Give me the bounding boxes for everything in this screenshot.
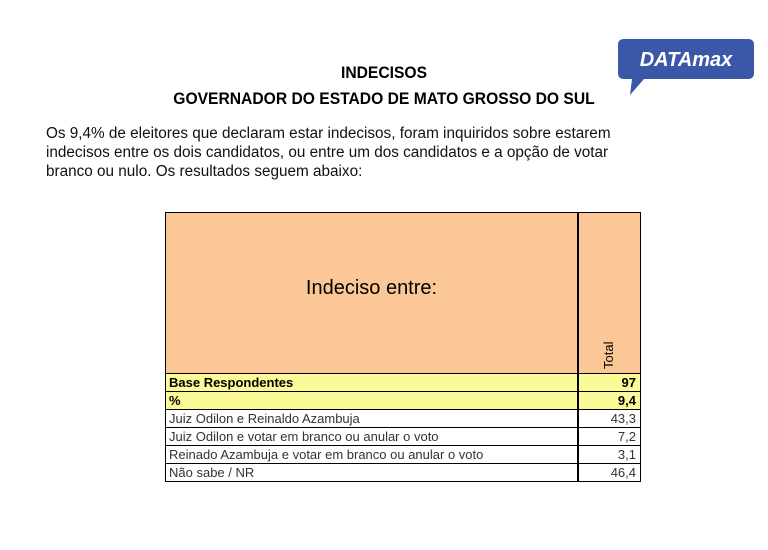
row-value: 97 — [621, 375, 636, 390]
header-label: Indeciso entre: — [166, 213, 579, 373]
row-value: 7,2 — [617, 429, 636, 444]
table-row — [166, 445, 640, 463]
table-body — [166, 374, 640, 481]
intro-line: Os 9,4% de eleitores que declaram estar indecisos, foram inquiridos sobre estarem — [46, 125, 611, 142]
row-label: Juiz Odilon e Reinaldo Azambuja — [166, 410, 579, 427]
datamax-logo — [616, 37, 756, 97]
table-row — [166, 427, 640, 445]
table-row — [166, 374, 640, 391]
logo-text: DATAmax — [639, 49, 733, 71]
row-value: 46,4 — [610, 465, 636, 480]
table-row — [166, 463, 640, 481]
row-value: 3,1 — [617, 447, 636, 462]
header-column — [579, 213, 640, 373]
row-value: 43,3 — [610, 411, 636, 426]
table-header — [166, 213, 640, 374]
table-row — [166, 391, 640, 409]
row-label: Juiz Odilon e votar em branco ou anular o voto — [166, 428, 579, 445]
row-label: Reinado Azambuja e votar em branco ou anular o voto — [166, 446, 579, 463]
column-total-label: Total — [601, 341, 616, 369]
row-label: Não sabe / NR — [166, 464, 579, 481]
page-subtitle: GOVERNADOR DO ESTADO DE MATO GROSSO DO SUL — [173, 89, 595, 108]
results-table — [165, 212, 641, 482]
row-value: 9,4 — [617, 393, 636, 408]
table-row — [166, 409, 640, 427]
page-title: INDECISOS — [340, 63, 428, 82]
intro-paragraph — [46, 124, 736, 181]
intro-line: indecisos entre os dois candidatos, ou entre um dos candidatos e a opção de votar — [46, 144, 609, 161]
intro-line: branco ou nulo. Os resultados seguem abaixo: — [46, 163, 363, 180]
row-label: % — [166, 392, 579, 409]
row-label: Base Respondentes — [166, 374, 579, 391]
